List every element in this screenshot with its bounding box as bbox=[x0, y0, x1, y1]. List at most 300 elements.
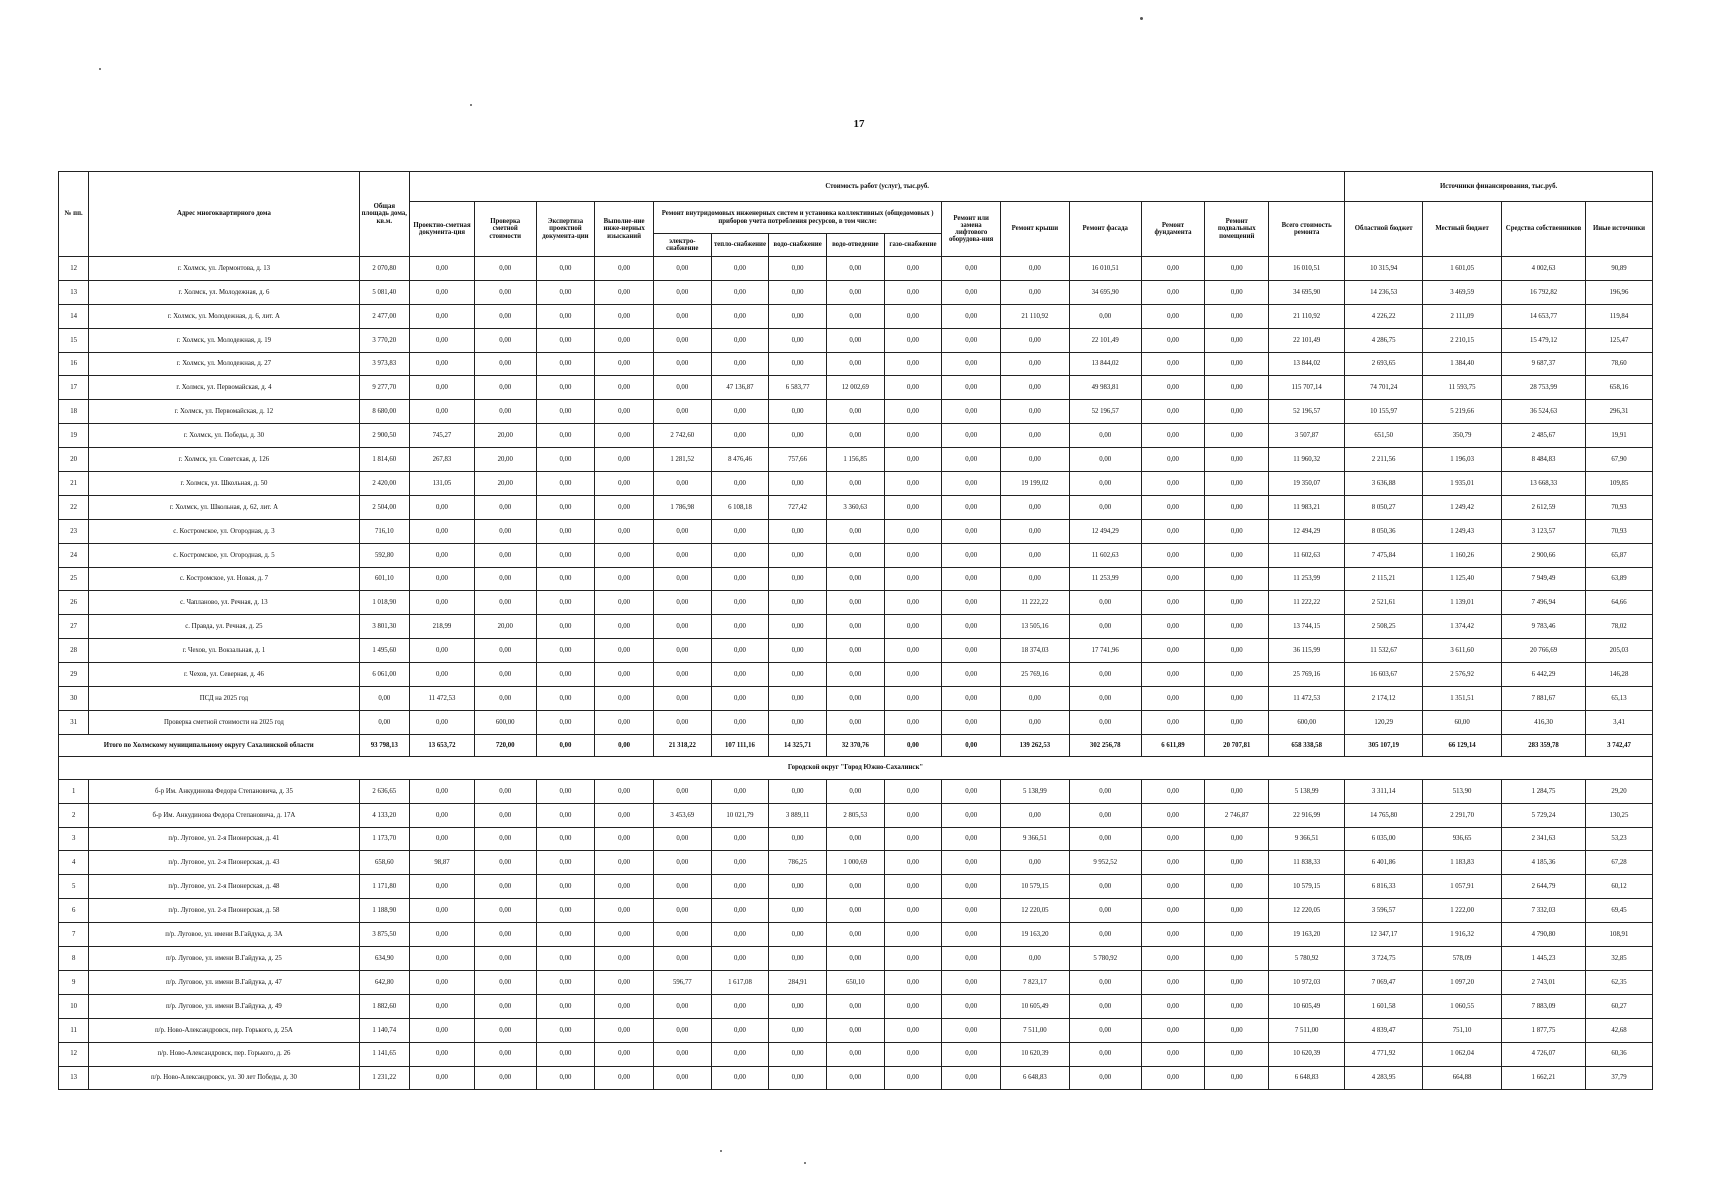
row-area: 2 070,80 bbox=[359, 257, 410, 281]
row-cell: 0,00 bbox=[826, 994, 884, 1018]
row-cell: 0,00 bbox=[1141, 543, 1205, 567]
row-cell: 0,00 bbox=[711, 710, 769, 734]
row-cell: 0,00 bbox=[1141, 495, 1205, 519]
table-row bbox=[59, 803, 1653, 827]
row-cell: 0,00 bbox=[536, 352, 595, 376]
row-cell: 0,00 bbox=[653, 1042, 711, 1066]
row-cell: 0,00 bbox=[595, 352, 654, 376]
row-cell: 0,00 bbox=[410, 257, 475, 281]
row-cell: 36 115,99 bbox=[1269, 639, 1345, 663]
total-cell: 32 370,76 bbox=[826, 734, 884, 756]
row-cell: 11 838,33 bbox=[1269, 851, 1345, 875]
row-number: 15 bbox=[59, 328, 89, 352]
row-cell: 0,00 bbox=[826, 639, 884, 663]
row-cell: 0,00 bbox=[711, 779, 769, 803]
row-cell: 0,00 bbox=[536, 304, 595, 328]
table-row bbox=[59, 827, 1653, 851]
row-cell: 0,00 bbox=[536, 710, 595, 734]
row-cell: 0,00 bbox=[769, 519, 827, 543]
scan-speck bbox=[804, 1162, 806, 1164]
row-number: 5 bbox=[59, 875, 89, 899]
row-cell: 0,00 bbox=[884, 352, 942, 376]
row-cell: 4 283,95 bbox=[1345, 1066, 1423, 1090]
row-cell: 0,00 bbox=[410, 328, 475, 352]
row-cell: 0,00 bbox=[474, 400, 536, 424]
row-cell: 0,00 bbox=[826, 472, 884, 496]
row-area: 2 504,00 bbox=[359, 495, 410, 519]
row-number: 1 bbox=[59, 779, 89, 803]
row-cell: 65,13 bbox=[1586, 687, 1653, 711]
total-cell: 6 611,89 bbox=[1141, 734, 1205, 756]
row-cell: 0,00 bbox=[942, 280, 1001, 304]
row-cell: 0,00 bbox=[1141, 803, 1205, 827]
row-cell: 0,00 bbox=[595, 519, 654, 543]
row-cell: 1 057,91 bbox=[1423, 875, 1502, 899]
row-number: 10 bbox=[59, 994, 89, 1018]
row-address: г. Холмск, ул. Школьная, д. 62, лит. А bbox=[89, 495, 359, 519]
row-cell: 0,00 bbox=[1205, 875, 1269, 899]
row-cell: 0,00 bbox=[536, 851, 595, 875]
row-cell: 10 620,39 bbox=[1001, 1042, 1070, 1066]
row-cell: 0,00 bbox=[1205, 779, 1269, 803]
row-area: 3 770,20 bbox=[359, 328, 410, 352]
row-address: п/р. Луговое, ул. имени В.Гайдука, д. 47 bbox=[89, 970, 359, 994]
row-cell: 0,00 bbox=[942, 615, 1001, 639]
row-cell: 0,00 bbox=[711, 591, 769, 615]
row-cell: 0,00 bbox=[1205, 923, 1269, 947]
total-cell: 305 107,19 bbox=[1345, 734, 1423, 756]
row-cell: 0,00 bbox=[1141, 519, 1205, 543]
row-cell: 600,00 bbox=[1269, 710, 1345, 734]
row-area: 2 420,00 bbox=[359, 472, 410, 496]
row-cell: 0,00 bbox=[410, 567, 475, 591]
row-cell: 0,00 bbox=[474, 519, 536, 543]
row-cell: 0,00 bbox=[1001, 448, 1070, 472]
row-cell: 0,00 bbox=[769, 1018, 827, 1042]
row-cell: 9 366,51 bbox=[1001, 827, 1070, 851]
row-cell: 0,00 bbox=[711, 1018, 769, 1042]
row-cell: 10 021,79 bbox=[711, 803, 769, 827]
row-cell: 1 139,01 bbox=[1423, 591, 1502, 615]
row-cell: 0,00 bbox=[826, 1018, 884, 1042]
row-cell: 11 222,22 bbox=[1269, 591, 1345, 615]
row-cell: 28 753,99 bbox=[1502, 376, 1586, 400]
row-cell: 2 210,15 bbox=[1423, 328, 1502, 352]
row-cell: 1 000,69 bbox=[826, 851, 884, 875]
row-cell: 0,00 bbox=[653, 543, 711, 567]
row-number: 19 bbox=[59, 424, 89, 448]
row-number: 12 bbox=[59, 1042, 89, 1066]
row-cell: 0,00 bbox=[942, 495, 1001, 519]
row-cell: 0,00 bbox=[884, 994, 942, 1018]
row-cell: 4 790,80 bbox=[1502, 923, 1586, 947]
row-cell: 751,10 bbox=[1423, 1018, 1502, 1042]
row-cell: 0,00 bbox=[653, 663, 711, 687]
row-cell: 0,00 bbox=[942, 779, 1001, 803]
row-cell: 0,00 bbox=[1141, 567, 1205, 591]
row-cell: 3 453,69 bbox=[653, 803, 711, 827]
row-cell: 0,00 bbox=[1069, 615, 1141, 639]
row-cell: 0,00 bbox=[884, 827, 942, 851]
row-cell: 109,85 bbox=[1586, 472, 1653, 496]
row-cell: 22 101,49 bbox=[1269, 328, 1345, 352]
row-cell: 0,00 bbox=[474, 257, 536, 281]
row-cell: 1 281,52 bbox=[653, 448, 711, 472]
row-cell: 10 605,49 bbox=[1269, 994, 1345, 1018]
row-area: 3 801,30 bbox=[359, 615, 410, 639]
row-cell: 0,00 bbox=[711, 257, 769, 281]
total-cell: 658 338,58 bbox=[1269, 734, 1345, 756]
table-row bbox=[59, 710, 1653, 734]
row-cell: 0,00 bbox=[826, 328, 884, 352]
row-cell: 0,00 bbox=[769, 424, 827, 448]
row-cell: 0,00 bbox=[1001, 519, 1070, 543]
row-area: 1 814,60 bbox=[359, 448, 410, 472]
row-number: 25 bbox=[59, 567, 89, 591]
row-cell: 25 769,16 bbox=[1269, 663, 1345, 687]
row-number: 21 bbox=[59, 472, 89, 496]
row-cell: 0,00 bbox=[595, 424, 654, 448]
row-area: 1 018,90 bbox=[359, 591, 410, 615]
row-cell: 0,00 bbox=[595, 947, 654, 971]
row-cell: 3 311,14 bbox=[1345, 779, 1423, 803]
row-cell: 0,00 bbox=[536, 280, 595, 304]
row-cell: 67,28 bbox=[1586, 851, 1653, 875]
row-cell: 7 881,67 bbox=[1502, 687, 1586, 711]
row-cell: 0,00 bbox=[1141, 639, 1205, 663]
row-cell: 16 792,82 bbox=[1502, 280, 1586, 304]
row-cell: 21 110,92 bbox=[1001, 304, 1070, 328]
row-cell: 0,00 bbox=[769, 687, 827, 711]
table-row bbox=[59, 328, 1653, 352]
row-cell: 11 253,99 bbox=[1269, 567, 1345, 591]
row-cell: 0,00 bbox=[1141, 827, 1205, 851]
row-cell: 0,00 bbox=[769, 710, 827, 734]
row-cell: 6 442,29 bbox=[1502, 663, 1586, 687]
row-cell: 578,09 bbox=[1423, 947, 1502, 971]
row-cell: 0,00 bbox=[1001, 495, 1070, 519]
table-row bbox=[59, 1066, 1653, 1090]
row-cell: 0,00 bbox=[1001, 376, 1070, 400]
row-cell: 0,00 bbox=[884, 803, 942, 827]
row-cell: 19 350,07 bbox=[1269, 472, 1345, 496]
row-area: 0,00 bbox=[359, 710, 410, 734]
row-cell: 0,00 bbox=[1205, 994, 1269, 1018]
row-cell: 0,00 bbox=[474, 947, 536, 971]
row-cell: 0,00 bbox=[536, 567, 595, 591]
row-cell: 125,47 bbox=[1586, 328, 1653, 352]
row-cell: 13 744,15 bbox=[1269, 615, 1345, 639]
row-cell: 3 889,11 bbox=[769, 803, 827, 827]
row-cell: 0,00 bbox=[942, 970, 1001, 994]
row-cell: 1 060,55 bbox=[1423, 994, 1502, 1018]
row-cell: 0,00 bbox=[884, 923, 942, 947]
row-address: Проверка сметной стоимости на 2025 год bbox=[89, 710, 359, 734]
row-cell: 0,00 bbox=[536, 803, 595, 827]
row-cell: 0,00 bbox=[1141, 400, 1205, 424]
row-cell: 0,00 bbox=[1001, 424, 1070, 448]
row-cell: 0,00 bbox=[595, 280, 654, 304]
row-address: б-р Им. Анкудинова Федора Степановича, д. 35 bbox=[89, 779, 359, 803]
row-cell: 0,00 bbox=[536, 923, 595, 947]
table-row bbox=[59, 1042, 1653, 1066]
row-cell: 0,00 bbox=[1141, 710, 1205, 734]
row-cell: 0,00 bbox=[711, 280, 769, 304]
row-cell: 1 374,42 bbox=[1423, 615, 1502, 639]
row-cell: 67,90 bbox=[1586, 448, 1653, 472]
row-cell: 7 883,09 bbox=[1502, 994, 1586, 1018]
row-cell: 2 612,59 bbox=[1502, 495, 1586, 519]
row-cell: 34 695,90 bbox=[1269, 280, 1345, 304]
row-cell: 0,00 bbox=[826, 1042, 884, 1066]
row-cell: 4 771,92 bbox=[1345, 1042, 1423, 1066]
row-cell: 0,00 bbox=[942, 352, 1001, 376]
table-row bbox=[59, 472, 1653, 496]
row-cell: 0,00 bbox=[884, 947, 942, 971]
row-cell: 13 844,02 bbox=[1069, 352, 1141, 376]
row-cell: 0,00 bbox=[1001, 543, 1070, 567]
section-row bbox=[59, 756, 1653, 779]
row-cell: 78,02 bbox=[1586, 615, 1653, 639]
row-cell: 3 636,88 bbox=[1345, 472, 1423, 496]
table-row bbox=[59, 899, 1653, 923]
row-cell: 14 653,77 bbox=[1502, 304, 1586, 328]
row-cell: 42,68 bbox=[1586, 1018, 1653, 1042]
row-area: 1 882,60 bbox=[359, 994, 410, 1018]
row-area: 592,80 bbox=[359, 543, 410, 567]
row-cell: 0,00 bbox=[653, 376, 711, 400]
row-cell: 0,00 bbox=[536, 615, 595, 639]
row-cell: 0,00 bbox=[410, 400, 475, 424]
row-cell: 0,00 bbox=[595, 923, 654, 947]
row-cell: 0,00 bbox=[1205, 304, 1269, 328]
row-cell: 25 769,16 bbox=[1001, 663, 1070, 687]
row-cell: 70,93 bbox=[1586, 519, 1653, 543]
row-cell: 2 211,56 bbox=[1345, 448, 1423, 472]
row-cell: 0,00 bbox=[1001, 328, 1070, 352]
row-number: 13 bbox=[59, 280, 89, 304]
row-cell: 2 485,67 bbox=[1502, 424, 1586, 448]
table-row bbox=[59, 448, 1653, 472]
table-row bbox=[59, 495, 1653, 519]
row-cell: 5 780,92 bbox=[1269, 947, 1345, 971]
row-cell: 0,00 bbox=[474, 875, 536, 899]
row-area: 642,80 bbox=[359, 970, 410, 994]
row-cell: 0,00 bbox=[1069, 495, 1141, 519]
row-cell: 11 602,63 bbox=[1269, 543, 1345, 567]
row-cell: 0,00 bbox=[884, 400, 942, 424]
row-cell: 16 010,51 bbox=[1069, 257, 1141, 281]
row-cell: 0,00 bbox=[826, 947, 884, 971]
row-cell: 0,00 bbox=[1069, 970, 1141, 994]
row-cell: 658,16 bbox=[1586, 376, 1653, 400]
row-cell: 0,00 bbox=[1205, 899, 1269, 923]
row-cell: 7 475,84 bbox=[1345, 543, 1423, 567]
row-address: г. Холмск, ул. Молодежная, д. 6, лит. А bbox=[89, 304, 359, 328]
row-cell: 0,00 bbox=[826, 779, 884, 803]
row-cell: 0,00 bbox=[536, 400, 595, 424]
row-cell: 0,00 bbox=[1205, 472, 1269, 496]
row-cell: 0,00 bbox=[474, 304, 536, 328]
row-number: 7 bbox=[59, 923, 89, 947]
row-cell: 9 783,46 bbox=[1502, 615, 1586, 639]
row-cell: 0,00 bbox=[826, 875, 884, 899]
row-cell: 10 972,03 bbox=[1269, 970, 1345, 994]
row-cell: 0,00 bbox=[1205, 947, 1269, 971]
row-cell: 0,00 bbox=[1205, 519, 1269, 543]
row-cell: 0,00 bbox=[942, 663, 1001, 687]
row-cell: 0,00 bbox=[769, 663, 827, 687]
row-cell: 0,00 bbox=[1069, 899, 1141, 923]
row-cell: 18 374,03 bbox=[1001, 639, 1070, 663]
row-cell: 0,00 bbox=[595, 304, 654, 328]
row-cell: 0,00 bbox=[826, 567, 884, 591]
row-area: 3 875,50 bbox=[359, 923, 410, 947]
row-cell: 0,00 bbox=[653, 687, 711, 711]
row-cell: 0,00 bbox=[1069, 994, 1141, 1018]
row-cell: 0,00 bbox=[826, 687, 884, 711]
total-cell: 720,00 bbox=[474, 734, 536, 756]
row-cell: 0,00 bbox=[942, 827, 1001, 851]
row-cell: 1 617,08 bbox=[711, 970, 769, 994]
row-cell: 0,00 bbox=[536, 687, 595, 711]
row-cell: 0,00 bbox=[942, 923, 1001, 947]
row-cell: 0,00 bbox=[769, 400, 827, 424]
row-cell: 10 620,39 bbox=[1269, 1042, 1345, 1066]
table-row bbox=[59, 970, 1653, 994]
row-cell: 0,00 bbox=[653, 779, 711, 803]
row-cell: 0,00 bbox=[595, 472, 654, 496]
row-cell: 0,00 bbox=[711, 947, 769, 971]
row-cell: 0,00 bbox=[769, 899, 827, 923]
row-cell: 0,00 bbox=[653, 923, 711, 947]
row-cell: 0,00 bbox=[1205, 710, 1269, 734]
row-cell: 78,60 bbox=[1586, 352, 1653, 376]
row-address: г. Чехов, ул. Северная, д. 46 bbox=[89, 663, 359, 687]
row-number: 20 bbox=[59, 448, 89, 472]
row-cell: 0,00 bbox=[595, 687, 654, 711]
row-cell: 786,25 bbox=[769, 851, 827, 875]
row-cell: 5 780,92 bbox=[1069, 947, 1141, 971]
total-cell: 0,00 bbox=[884, 734, 942, 756]
row-cell: 0,00 bbox=[653, 875, 711, 899]
row-cell: 0,00 bbox=[595, 400, 654, 424]
row-cell: 0,00 bbox=[536, 779, 595, 803]
row-cell: 0,00 bbox=[711, 687, 769, 711]
header-other: Иные источники bbox=[1586, 202, 1653, 257]
header-sources-group: Источники финансирования, тыс.руб. bbox=[1345, 172, 1653, 202]
row-cell: 20,00 bbox=[474, 424, 536, 448]
row-area: 2 900,50 bbox=[359, 424, 410, 448]
row-address: г. Холмск, ул. Первомайская, д. 12 bbox=[89, 400, 359, 424]
row-cell: 0,00 bbox=[942, 376, 1001, 400]
row-cell: 0,00 bbox=[1205, 376, 1269, 400]
row-cell: 0,00 bbox=[595, 710, 654, 734]
row-cell: 0,00 bbox=[769, 923, 827, 947]
row-area: 1 231,22 bbox=[359, 1066, 410, 1090]
row-cell: 0,00 bbox=[711, 472, 769, 496]
row-address: п/р. Луговое, ул. 2-я Пионерская, д. 48 bbox=[89, 875, 359, 899]
row-number: 13 bbox=[59, 1066, 89, 1090]
row-cell: 0,00 bbox=[942, 875, 1001, 899]
row-cell: 0,00 bbox=[1141, 304, 1205, 328]
table-row bbox=[59, 663, 1653, 687]
row-cell: 1 156,85 bbox=[826, 448, 884, 472]
row-cell: 131,05 bbox=[410, 472, 475, 496]
row-cell: 98,87 bbox=[410, 851, 475, 875]
row-cell: 0,00 bbox=[769, 543, 827, 567]
row-cell: 11 253,99 bbox=[1069, 567, 1141, 591]
header-cost-group: Стоимость работ (услуг), тыс.руб. bbox=[410, 172, 1345, 202]
row-address: г. Холмск, ул. Советская, д. 126 bbox=[89, 448, 359, 472]
row-cell: 0,00 bbox=[942, 1018, 1001, 1042]
table-row bbox=[59, 923, 1653, 947]
row-number: 4 bbox=[59, 851, 89, 875]
row-cell: 0,00 bbox=[1141, 994, 1205, 1018]
row-cell: 60,27 bbox=[1586, 994, 1653, 1018]
row-address: ПСД на 2025 год bbox=[89, 687, 359, 711]
row-cell: 0,00 bbox=[536, 994, 595, 1018]
table-row bbox=[59, 639, 1653, 663]
row-cell: 0,00 bbox=[1001, 567, 1070, 591]
row-cell: 0,00 bbox=[595, 448, 654, 472]
row-cell: 5 138,99 bbox=[1269, 779, 1345, 803]
row-cell: 0,00 bbox=[653, 899, 711, 923]
row-cell: 22 101,49 bbox=[1069, 328, 1141, 352]
row-cell: 757,66 bbox=[769, 448, 827, 472]
row-cell: 11 602,63 bbox=[1069, 543, 1141, 567]
total-cell: 21 318,22 bbox=[653, 734, 711, 756]
header-total-cost: Всего стоимость ремонта bbox=[1269, 202, 1345, 257]
table-row bbox=[59, 352, 1653, 376]
row-number: 3 bbox=[59, 827, 89, 851]
row-area: 9 277,70 bbox=[359, 376, 410, 400]
row-cell: 0,00 bbox=[826, 827, 884, 851]
row-area: 658,60 bbox=[359, 851, 410, 875]
row-cell: 0,00 bbox=[942, 803, 1001, 827]
row-cell: 0,00 bbox=[474, 543, 536, 567]
row-area: 1 495,60 bbox=[359, 639, 410, 663]
row-cell: 0,00 bbox=[942, 687, 1001, 711]
row-cell: 0,00 bbox=[1069, 875, 1141, 899]
total-cell: 302 256,78 bbox=[1069, 734, 1141, 756]
row-cell: 0,00 bbox=[884, 1018, 942, 1042]
section-title: Городской округ "Город Южно-Сахалинск" bbox=[59, 756, 1653, 779]
row-cell: 7 332,03 bbox=[1502, 899, 1586, 923]
scan-speck bbox=[1140, 17, 1143, 20]
row-cell: 0,00 bbox=[653, 827, 711, 851]
row-cell: 115 707,14 bbox=[1269, 376, 1345, 400]
row-cell: 120,29 bbox=[1345, 710, 1423, 734]
row-cell: 0,00 bbox=[1141, 970, 1205, 994]
row-cell: 8 050,27 bbox=[1345, 495, 1423, 519]
row-cell: 0,00 bbox=[942, 257, 1001, 281]
row-cell: 0,00 bbox=[884, 710, 942, 734]
row-cell: 0,00 bbox=[410, 376, 475, 400]
header-num: № пп. bbox=[59, 172, 89, 257]
row-cell: 19 163,20 bbox=[1269, 923, 1345, 947]
row-address: с. Костромское, ул. Новая, д. 7 bbox=[89, 567, 359, 591]
row-cell: 0,00 bbox=[942, 400, 1001, 424]
row-cell: 0,00 bbox=[1141, 257, 1205, 281]
row-cell: 0,00 bbox=[769, 304, 827, 328]
row-cell: 11 983,21 bbox=[1269, 495, 1345, 519]
row-cell: 0,00 bbox=[1205, 663, 1269, 687]
row-cell: 1 183,83 bbox=[1423, 851, 1502, 875]
row-cell: 7 511,00 bbox=[1001, 1018, 1070, 1042]
row-cell: 1 097,20 bbox=[1423, 970, 1502, 994]
row-cell: 0,00 bbox=[884, 304, 942, 328]
